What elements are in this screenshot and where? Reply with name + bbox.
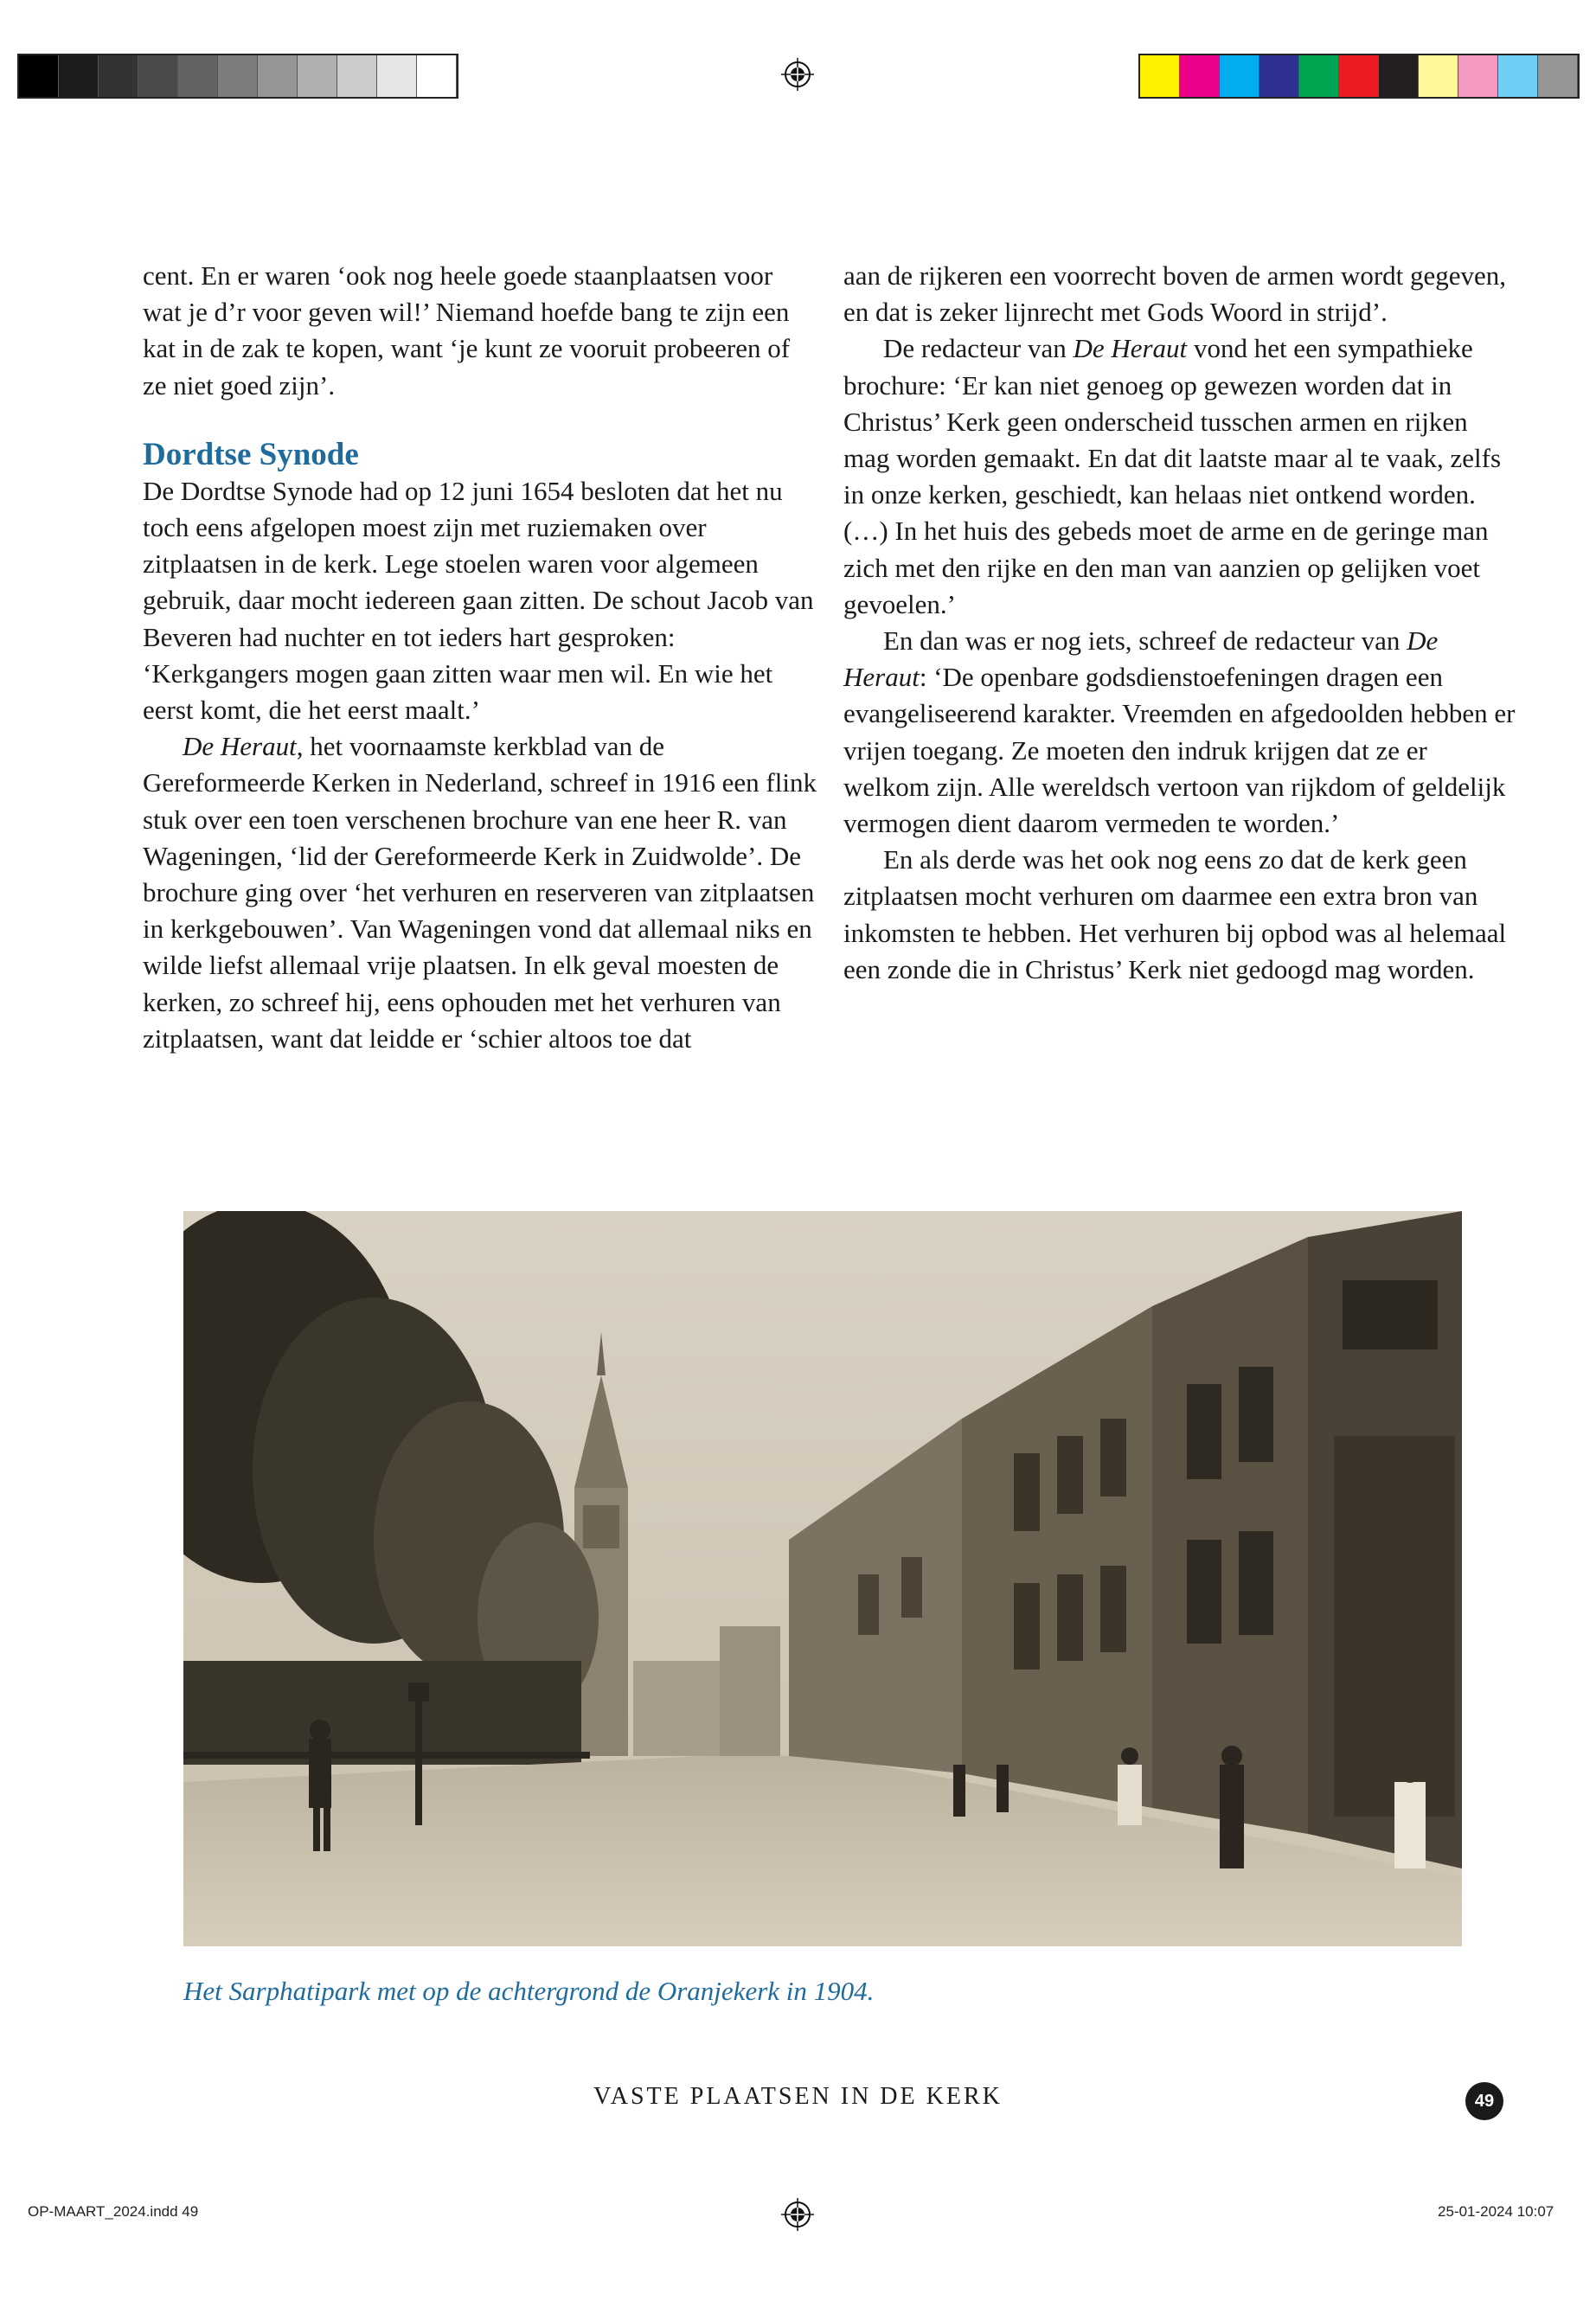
publication-title: De Heraut [843, 625, 1439, 693]
page-number-badge: 49 [1465, 2082, 1503, 2120]
gray-swatch [258, 55, 298, 97]
publication-title: De Heraut [1073, 333, 1188, 364]
color-calibration-bar [1138, 54, 1580, 99]
color-swatch [1140, 55, 1180, 97]
registration-mark-icon [781, 2198, 814, 2231]
color-swatch [1419, 55, 1458, 97]
color-swatch [1379, 55, 1419, 97]
paragraph-text: , het voornaamste kerkblad van de Gereformeerde Kerken in Nederland, schreef in 1916 een flink stuk over een toen verschenen brochure van ene heer R. van Wageningen, ‘lid der Gereformeerde Kerk in Zuidwolde’. De brochure ging over ‘het verhuren en reserveren van zitplaatsen in kerkgebouwen’. Van Wageningen vond dat allemaal niks en wilde liefst allemaal vrije plaatsen. In elk geval moesten de kerken, zo schreef hij, eens ophouden met het verhuren van zitplaatsen, want dat leidde er ‘schier altoos toe dat [143, 731, 817, 1054]
color-swatch [1458, 55, 1498, 97]
gray-swatch [337, 55, 377, 97]
color-swatch [1180, 55, 1220, 97]
color-swatch [1299, 55, 1339, 97]
gray-swatch [138, 55, 178, 97]
paragraph-text: : ‘De openbare godsdienstoefeningen dragen een evangeliseerend karakter. Vreemden en afgedoolden hebben er vrijen toegang. Ze moeten den indruk krijgen dat ze er welkom zijn. Alle wereldsch vertoon van rijkdom of geldelijk vermogen dient daarom vermeden te worden.’ [843, 662, 1516, 839]
slug-date-info: 25-01-2024 10:07 [1438, 2203, 1554, 2220]
paragraph-text: De redacteur van [883, 333, 1074, 364]
publication-title: De Heraut [183, 731, 297, 762]
left-text-column [143, 258, 817, 1057]
running-head: VASTE PLAATSEN IN DE KERK [593, 2083, 1003, 2110]
paragraph-text: En dan was er nog iets, schreef de redacteur van [883, 625, 1407, 657]
gray-swatch [218, 55, 258, 97]
paragraph-text: vond het een sympathieke brochure: ‘Er kan niet genoeg op gewezen worden dat in Christus’ Kerk geen onderscheid tusschen armen en rijken mag worden gemaakt. En dat dit laatste maar al te vaak, zelfs in onze kerken, geschiedt, kan helaas niet ontkend worden. (…) In het huis des gebeds moet de arme en de geringe man zich met den rijke en den man van aanzien op gelijken voet gevoelen.’ [843, 333, 1502, 619]
color-swatch [1220, 55, 1259, 97]
photo-caption: Het Sarphatipark met op de achtergrond de Oranjekerk in 1904. [183, 1976, 875, 2006]
paragraph [843, 330, 1518, 623]
color-swatch [1498, 55, 1538, 97]
paragraph: cent. En er waren ‘ook nog heele goede staanplaatsen voor wat je d’r voor geven wil!’ Niemand hoefde bang te zijn een kat in de zak te kopen, want ‘je kunt ze vooruit probeeren of ze niet goed zijn’. [143, 260, 791, 401]
section-heading: Dordtse Synode [143, 436, 359, 472]
color-swatch [1339, 55, 1379, 97]
gray-swatch [298, 55, 337, 97]
gray-swatch [417, 55, 457, 97]
gray-swatch [178, 55, 218, 97]
color-swatch [1259, 55, 1299, 97]
gray-swatch [59, 55, 99, 97]
right-text-column [843, 258, 1518, 988]
paragraph: aan de rijkeren een voorrecht boven de armen wordt gegeven, en dat is zeker lijnrecht met Gods Woord in strijd’. [843, 260, 1507, 328]
registration-mark-icon [781, 58, 814, 91]
gray-swatch [19, 55, 59, 97]
slug-file-info: OP-MAART_2024.indd 49 [28, 2203, 199, 2220]
color-swatch [1538, 55, 1578, 97]
paragraph: En als derde was het ook nog eens zo dat de kerk geen zitplaatsen mocht verhuren om daarmee een extra bron van inkomsten te hebben. Het verhuren bij opbod was al helemaal een zonde die in Christus’ Kerk niet gedoogd mag worden. [843, 844, 1507, 984]
grayscale-calibration-bar [17, 54, 458, 99]
paragraph [843, 623, 1518, 842]
paragraph [143, 728, 817, 1057]
paragraph: De Dordtse Synode had op 12 juni 1654 besloten dat het nu toch eens afgelopen moest zijn met ruziemaken over zitplaatsen in de kerk. Lege stoelen waren voor algemeen gebruik, daar mocht iedereen gaan zitten. De schout Jacob van Beveren had nuchter en tot ieders hart gesproken: ‘Kerkgangers mogen gaan zitten waar men wil. En wie het eerst komt, die het eerst maalt.’ [143, 475, 814, 726]
gray-swatch [99, 55, 138, 97]
historical-street-photo [183, 1211, 1462, 1946]
gray-swatch [377, 55, 417, 97]
